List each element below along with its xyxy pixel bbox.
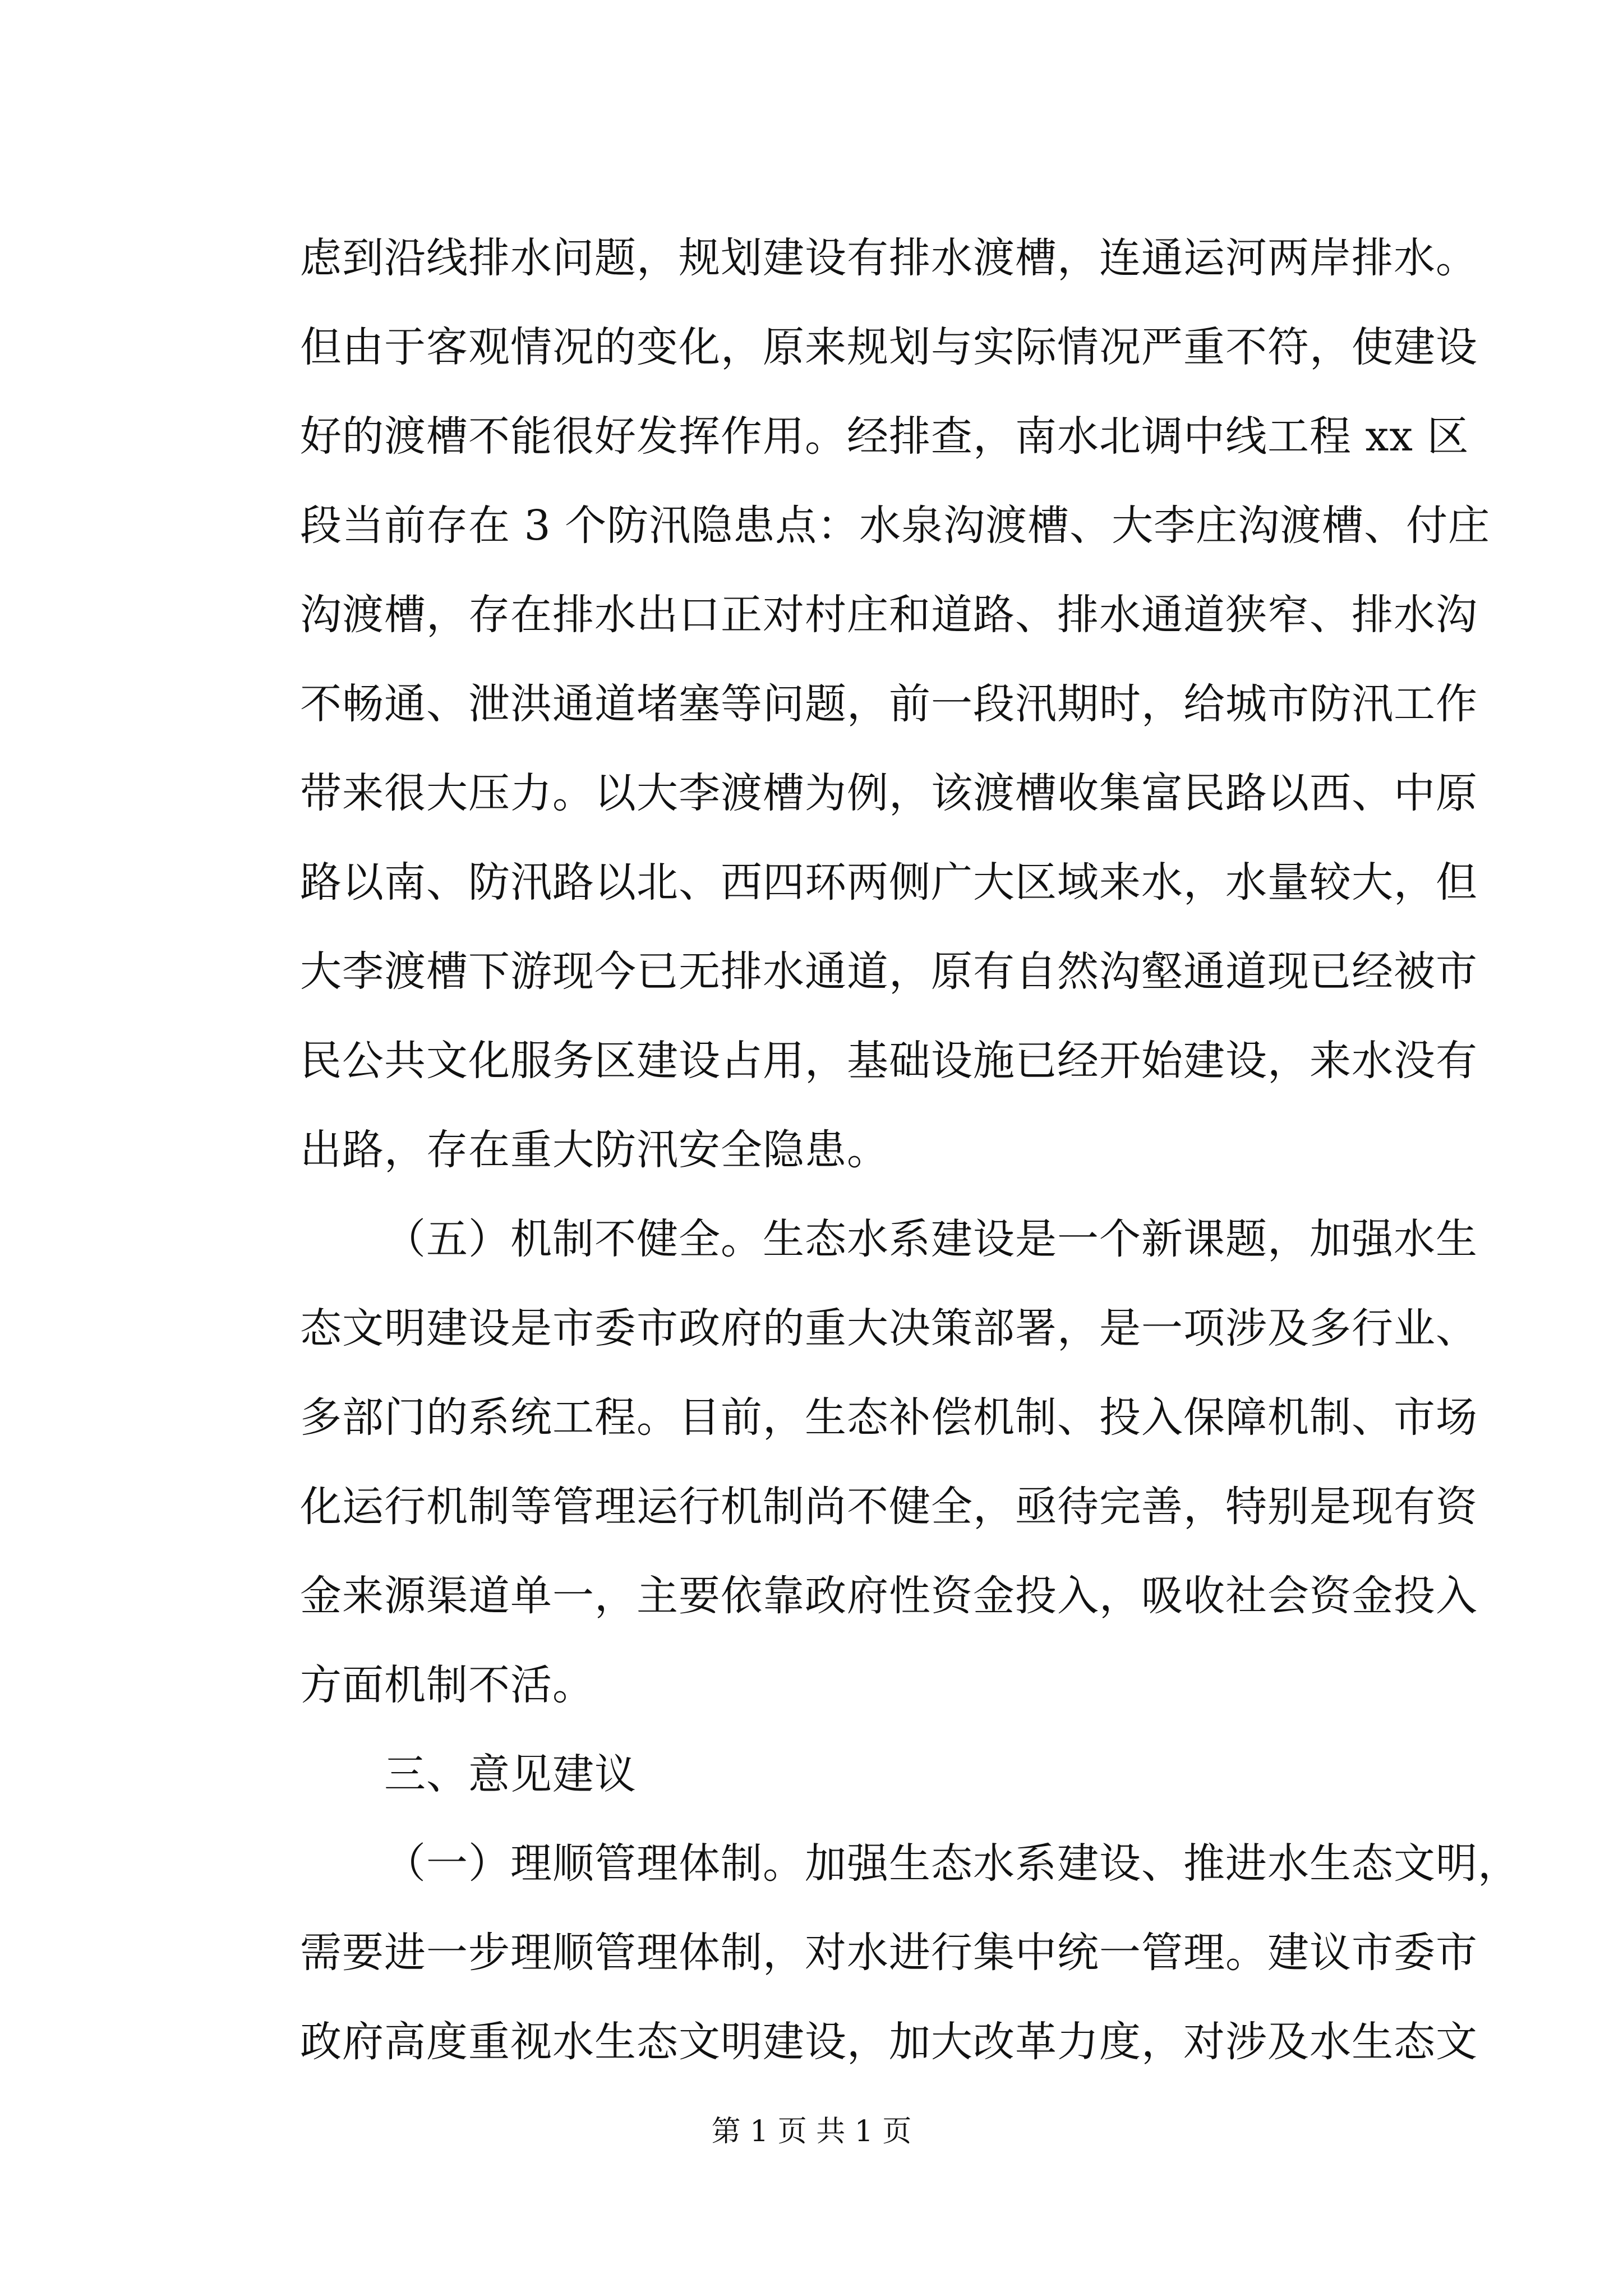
text-line: 多部门的系统工程。目前，生态补偿机制、投入保障机制、市场 bbox=[300, 1393, 1478, 1442]
text-line: 大李渡槽下游现今已无排水通道，原有自然沟壑通道现已经被市 bbox=[300, 947, 1478, 996]
paragraph-end-line: 方面机制不活。 bbox=[300, 1661, 594, 1709]
text-line: 政府高度重视水生态文明建设，加大改革力度，对涉及水生态文 bbox=[300, 2018, 1478, 2066]
paragraph-first-line: （五）机制不健全。生态水系建设是一个新课题，加强水生 bbox=[384, 1215, 1478, 1263]
section-heading: 三、意见建议 bbox=[384, 1750, 637, 1798]
text-line: 路以南、防汛路以北、西四环两侧广大区域来水，水量较大，但 bbox=[300, 858, 1478, 907]
paragraph-end-line: 出路，存在重大防汛安全隐患。 bbox=[300, 1126, 889, 1174]
text-line: 带来很大压力。以大李渡槽为例，该渡槽收集富民路以西、中原 bbox=[300, 769, 1478, 817]
page-footer: 第 1 页 共 1 页 bbox=[711, 2115, 912, 2148]
paragraph-first-line: （一）理顺管理体制。加强生态水系建设、推进水生态文明， bbox=[384, 1839, 1520, 1888]
text-line: 民公共文化服务区建设占用，基础设施已经开始建设，来水没有 bbox=[300, 1037, 1478, 1085]
text-line: 化运行机制等管理运行机制尚不健全，亟待完善，特别是现有资 bbox=[300, 1483, 1478, 1531]
text-line: 需要进一步理顺管理体制，对水进行集中统一管理。建议市委市 bbox=[300, 1929, 1478, 1977]
text-line: 好的渡槽不能很好发挥作用。经排查，南水北调中线工程 xx 区 bbox=[300, 412, 1469, 461]
text-line: 不畅通、泄洪通道堵塞等问题，前一段汛期时，给城市防汛工作 bbox=[300, 680, 1478, 728]
text-line: 但由于客观情况的变化，原来规划与实际情况严重不符，使建设 bbox=[300, 323, 1478, 371]
text-line: 沟渡槽，存在排水出口正对村庄和道路、排水通道狭窄、排水沟 bbox=[300, 591, 1478, 639]
text-line: 段当前存在 3 个防汛隐患点：水泉沟渡槽、大李庄沟渡槽、付庄 bbox=[300, 501, 1491, 550]
text-line: 金来源渠道单一，主要依靠政府性资金投入，吸收社会资金投入 bbox=[300, 1572, 1478, 1620]
text-line: 态文明建设是市委市政府的重大决策部署，是一项涉及多行业、 bbox=[300, 1304, 1478, 1352]
text-line: 虑到沿线排水问题，规划建设有排水渡槽，连通运河两岸排水。 bbox=[300, 234, 1478, 282]
